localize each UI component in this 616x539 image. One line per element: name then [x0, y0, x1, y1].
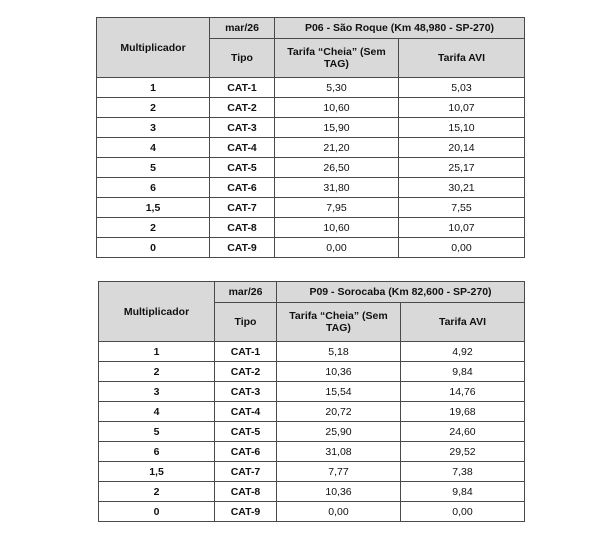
cell-tarifa-avi: 20,14	[399, 138, 525, 158]
cell-tarifa-cheia: 15,54	[277, 382, 401, 402]
cell-tipo: CAT-4	[215, 402, 277, 422]
table-row	[97, 218, 525, 238]
cell-tarifa-cheia: 7,77	[277, 462, 401, 482]
cell-tipo: CAT-2	[210, 98, 275, 118]
header-tarifa-cheia: Tarifa “Cheia” (Sem TAG)	[275, 39, 399, 78]
cell-tarifa-avi: 7,38	[401, 462, 525, 482]
cell-multiplicador: 5	[97, 158, 210, 178]
cell-tarifa-cheia: 31,08	[277, 442, 401, 462]
header-tipo: Tipo	[215, 303, 277, 342]
table-row	[97, 198, 525, 218]
cell-tarifa-avi: 29,52	[401, 442, 525, 462]
table-row	[97, 178, 525, 198]
cell-tarifa-avi: 9,84	[401, 362, 525, 382]
cell-tarifa-avi: 10,07	[399, 98, 525, 118]
cell-multiplicador: 2	[99, 362, 215, 382]
cell-tarifa-cheia: 0,00	[277, 502, 401, 522]
cell-tarifa-cheia: 15,90	[275, 118, 399, 138]
toll-table-p09	[98, 281, 525, 522]
cell-tarifa-cheia: 31,80	[275, 178, 399, 198]
table-row	[99, 442, 525, 462]
cell-tarifa-avi: 4,92	[401, 342, 525, 362]
header-multiplicador: Multiplicador	[99, 282, 215, 342]
cell-tarifa-cheia: 10,36	[277, 482, 401, 502]
cell-tarifa-avi: 0,00	[401, 502, 525, 522]
table-row	[97, 238, 525, 258]
cell-multiplicador: 2	[99, 482, 215, 502]
table-row	[97, 118, 525, 138]
cell-tarifa-avi: 10,07	[399, 218, 525, 238]
cell-tarifa-avi: 9,84	[401, 482, 525, 502]
cell-tipo: CAT-6	[210, 178, 275, 198]
cell-tipo: CAT-5	[215, 422, 277, 442]
cell-tipo: CAT-6	[215, 442, 277, 462]
cell-tarifa-cheia: 26,50	[275, 158, 399, 178]
header-tipo: Tipo	[210, 39, 275, 78]
cell-multiplicador: 3	[99, 382, 215, 402]
cell-tarifa-avi: 25,17	[399, 158, 525, 178]
cell-tarifa-cheia: 5,30	[275, 78, 399, 98]
cell-tipo: CAT-7	[210, 198, 275, 218]
cell-tarifa-cheia: 20,72	[277, 402, 401, 422]
cell-multiplicador: 0	[99, 502, 215, 522]
cell-tarifa-cheia: 5,18	[277, 342, 401, 362]
cell-tipo: CAT-3	[215, 382, 277, 402]
cell-multiplicador: 6	[97, 178, 210, 198]
cell-tipo: CAT-5	[210, 158, 275, 178]
table-row	[99, 342, 525, 362]
table-row	[97, 98, 525, 118]
cell-tarifa-avi: 0,00	[399, 238, 525, 258]
cell-tarifa-avi: 15,10	[399, 118, 525, 138]
table-row	[99, 462, 525, 482]
cell-tipo: CAT-3	[210, 118, 275, 138]
cell-tarifa-avi: 5,03	[399, 78, 525, 98]
cell-tarifa-cheia: 10,60	[275, 218, 399, 238]
cell-tarifa-cheia: 0,00	[275, 238, 399, 258]
header-tarifa-avi: Tarifa AVI	[399, 39, 525, 78]
cell-tipo: CAT-4	[210, 138, 275, 158]
cell-multiplicador: 3	[97, 118, 210, 138]
cell-multiplicador: 4	[99, 402, 215, 422]
cell-tarifa-avi: 19,68	[401, 402, 525, 422]
table-row	[99, 502, 525, 522]
header-date: mar/26	[215, 282, 277, 303]
table-row	[99, 402, 525, 422]
cell-tarifa-cheia: 10,60	[275, 98, 399, 118]
header-tarifa-cheia: Tarifa “Cheia” (Sem TAG)	[277, 303, 401, 342]
cell-multiplicador: 1	[97, 78, 210, 98]
table-row	[99, 482, 525, 502]
cell-tipo: CAT-9	[215, 502, 277, 522]
table-row	[97, 138, 525, 158]
cell-tarifa-avi: 14,76	[401, 382, 525, 402]
cell-multiplicador: 2	[97, 98, 210, 118]
cell-tarifa-cheia: 7,95	[275, 198, 399, 218]
cell-tipo: CAT-8	[215, 482, 277, 502]
cell-multiplicador: 6	[99, 442, 215, 462]
cell-tipo: CAT-2	[215, 362, 277, 382]
header-multiplicador: Multiplicador	[97, 18, 210, 78]
cell-tarifa-avi: 7,55	[399, 198, 525, 218]
cell-multiplicador: 1,5	[97, 198, 210, 218]
table-row	[97, 78, 525, 98]
cell-tipo: CAT-1	[210, 78, 275, 98]
cell-tarifa-avi: 24,60	[401, 422, 525, 442]
cell-tarifa-avi: 30,21	[399, 178, 525, 198]
table-row	[99, 422, 525, 442]
cell-multiplicador: 1,5	[99, 462, 215, 482]
cell-multiplicador: 5	[99, 422, 215, 442]
header-plaza: P06 - São Roque (Km 48,980 - SP-270)	[275, 18, 525, 39]
cell-multiplicador: 1	[99, 342, 215, 362]
table-row	[99, 362, 525, 382]
cell-multiplicador: 4	[97, 138, 210, 158]
cell-tipo: CAT-7	[215, 462, 277, 482]
header-date: mar/26	[210, 18, 275, 39]
table-row	[97, 158, 525, 178]
header-plaza: P09 - Sorocaba (Km 82,600 - SP-270)	[277, 282, 525, 303]
table-row	[99, 382, 525, 402]
cell-tarifa-cheia: 21,20	[275, 138, 399, 158]
cell-multiplicador: 0	[97, 238, 210, 258]
cell-tipo: CAT-8	[210, 218, 275, 238]
cell-tipo: CAT-9	[210, 238, 275, 258]
cell-multiplicador: 2	[97, 218, 210, 238]
cell-tarifa-cheia: 10,36	[277, 362, 401, 382]
cell-tipo: CAT-1	[215, 342, 277, 362]
header-tarifa-avi: Tarifa AVI	[401, 303, 525, 342]
toll-table-p06	[96, 17, 525, 258]
cell-tarifa-cheia: 25,90	[277, 422, 401, 442]
